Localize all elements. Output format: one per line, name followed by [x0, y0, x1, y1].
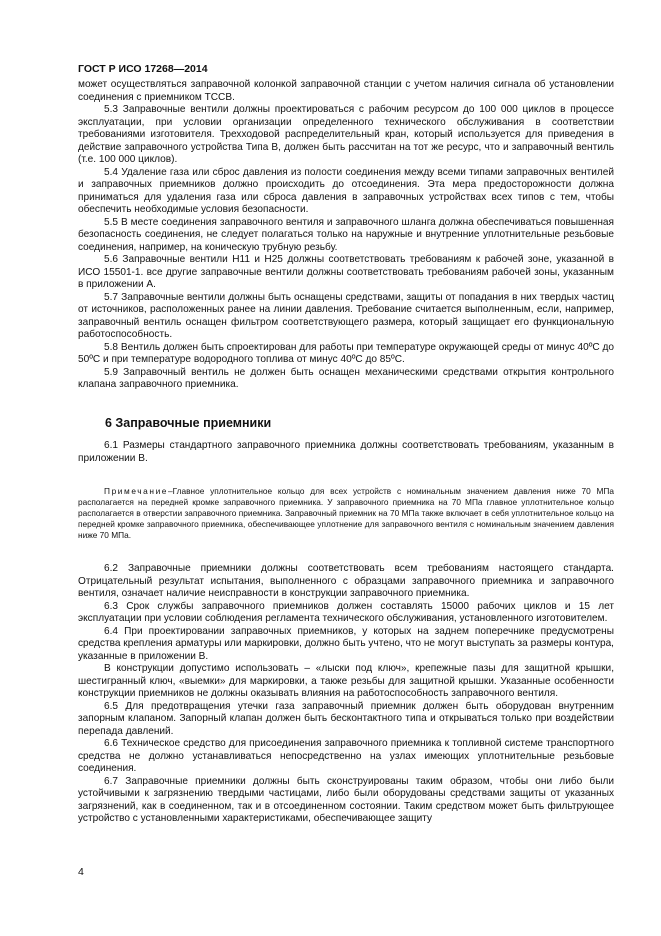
section-intro-block	[78, 440, 614, 465]
paragraph-5-9: 5.9 Заправочный вентиль не должен быть оснащен механическими средствами открытия контрольного клапана заправочного приемника.	[78, 366, 614, 390]
section-heading: 6 Заправочные приемники	[105, 416, 272, 430]
top-text-block	[78, 79, 614, 392]
paragraph-6-1: 6.1 Размеры стандартного заправочного приемника должны соответствовать требованиям, указанным в приложении В.	[78, 440, 614, 464]
bottom-text-block	[78, 563, 614, 826]
paragraph: может осуществляться заправочной колонкой заправочной станции с учетом наличия сигнала об установлении соединения с приемником ТССВ.	[78, 79, 614, 103]
note-text: –Главное уплотнительное кольцо для всех устройств с номинальным значением давления ниже 70 МПа располагается на передней кромке заправочного приемника. У заправочного приемника на 70 МПа главное уплотнительное кольцо располагается в отверстии заправочного приемника. Заправочный приемник на 70 МПа также включает в себя уплотнительное кольцо на передней кромке заправочного приемника, обеспечивающее уплотнение для заправочного вентиля с номинальным значением давления ниже 70 МПа.	[78, 486, 614, 540]
paragraph-6-7: 6.7 Заправочные приемники должны быть сконструированы таким образом, чтобы они либо были устойчивыми к загрязнению твердыми частицами, либо были оборудованы средствами защиты от указанных загрязнений, как в соединенном, так и в отсоединенном состоянии. Таким средством может быть фильтрующее устройство с установленными характеристиками, обеспечивающее защиту	[78, 775, 614, 824]
paragraph-6-4: 6.4 При проектировании заправочных приемников, у которых на заднем поперечнике предусмотрены средства крепления арматуры или маркировки, должно быть учтено, что не могут выступать за размеры контура, указанные в приложении В.	[78, 625, 614, 662]
note-label: Примечание	[104, 486, 169, 496]
paragraph-6-4-cont: В конструкции допустимо использовать – «лыски под ключ», крепежные пазы для защитной крышки, шестигранный ключ, «выемки» для маркировки, а также резьбы для защитной крышки. Указанные особенности конструкции приемников не должны оказывать влияния на работоспособность заправочного вентиля.	[78, 663, 614, 699]
paragraph-6-3: 6.3 Срок службы заправочного приемников должен составлять 15000 рабочих циклов и 15 лет эксплуатации при условии соблюдения регламента технического обслуживания, установленного изготовителем.	[78, 600, 614, 624]
note-block	[78, 486, 614, 541]
paragraph-6-6: 6.6 Техническое средство для присоединения заправочного приемника к топливной системе транспортного средства не должно устанавливаться непосредственно на узлах имеющих уплотнительные резьбовые соединения.	[78, 738, 614, 774]
paragraph-5-5: 5.5 В месте соединения заправочного вентиля и заправочного шланга должна обеспечиваться повышенная безопасность соединения, не следует полагаться только на наружные и внутренние уплотнительные резьбовые соединения, например, на коническую трубную резьбу.	[78, 216, 614, 253]
page-number: 4	[78, 866, 84, 878]
document-header: ГОСТ Р ИСО 17268—2014	[78, 63, 208, 75]
paragraph-5-6: 5.6 Заправочные вентили Н11 и Н25 должны соответствовать требованиям к рабочей зоне, указанной в ИСО 15501-1. все другие заправочные вентили должны соответствовать требованиям рабочей зоны, указанным в приложении А.	[78, 254, 614, 290]
paragraph-5-3: 5.3 Заправочные вентили должны проектироваться с рабочим ресурсом до 100 000 циклов в процессе эксплуатации, при условии организации определенного технического обслуживания в соответствии требованиями изготовителя. Трехходовой распределительный кран, который используется для приведения в действие заправочного устройства Типа В, должен быть рассчитан на тот же ресурс, что и заправочный вентиль (т.е. 100 000 циклов).	[78, 104, 614, 165]
paragraph-5-8: 5.8 Вентиль должен быть спроектирован для работы при температуре окружающей среды от минус 40ºС до 50ºС и при температуре водородного топлива от минус 40ºС до 85ºС.	[78, 341, 614, 365]
paragraph-5-4: 5.4 Удаление газа или сброс давления из полости соединения между всеми типами заправочных вентилей и заправочных приемников должно происходить до отсоединения. Эта мера предосторожности должна приниматься для удаления газа или сброса давления в заправочных устройствах всех типов с тем, чтобы обеспечить необходимые условия безопасности.	[78, 166, 614, 215]
paragraph-6-5: 6.5 Для предотвращения утечки газа заправочный приемник должен быть оборудован внутренним запорным клапаном. Запорный клапан должен быть бесконтактного типа и открываться только при воздействии перепада давлений.	[78, 700, 614, 737]
paragraph-6-2: 6.2 Заправочные приемники должны соответствовать всем требованиям настоящего стандарта. Отрицательный результат испытания, выполненного с образцами заправочного приемника и заправочного вентиля, означает наличие неисправности в конструкции заправочного приемника.	[78, 563, 614, 599]
paragraph-5-7: 5.7 Заправочные вентили должны быть оснащены средствами, защиты от попадания в них твердых частиц от источников, расположенных ранее на линии давления. Требование считается выполненным, если, например, заправочный вентиль оснащен фильтром соответствующего размера, который защищает его функциональную работоспособность.	[78, 291, 614, 340]
